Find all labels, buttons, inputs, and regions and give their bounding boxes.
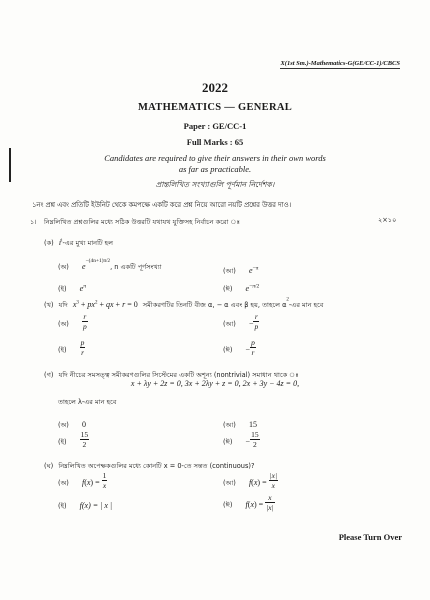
q1b-stem: (খ) যদি $x^3 + px^2$ + qx + r = 0 সমীকরণটির তিনটি বীজ α, − α এবং β হয়, তাহলে $\alpha^2-এর$ মান হবে [44,297,324,309]
q1a-opt3-math: $e^\pi$ [79,283,87,293]
q1a-text: -এর মুখ্য মানটি হল [62,239,114,247]
q1c-equations: x + λy + 2z = 0, 3x + 2λy + z = 0, 2x + 3y − 4z = 0, [130,379,300,388]
exam-year: 2022 [202,80,228,95]
q1c-opt2-label: (আ) [223,421,236,429]
q1b-label: (খ) [44,301,54,309]
q1a-opt2-label: (আ) [223,267,236,275]
q1c-opt3-label: (ই) [58,438,67,446]
q1d-opt1-math: f(x) = [81,478,102,487]
q1c-opt1-value: 0 [81,420,86,429]
q1c-then: তাহলে λ-এর মান হবে [58,398,117,406]
q1b-text-pre: যদি [58,301,68,309]
q1a-opt1-math: $e^{-(4n+1)\pi/2}$ [81,258,111,271]
q1a-math: $i^i$ [58,238,63,247]
q1b-equation: $x^3 + px^2$ + qx + r = 0 [72,300,138,309]
q1b-text-mid: সমীকরণটির তিনটি বীজ α, − α এবং β হয়, তাহলে α [142,301,287,309]
q1d-opt2-math: f(x) = [248,478,269,487]
q1b-opt1-label: (অ) [58,320,69,328]
q1b-opt4-label: (ঈ) [223,346,233,354]
general-instruction: ১নং প্রশ্ন এবং প্রতিটি ইউনিট থেকে কমপক্ষে একটি করে প্রশ্ন নিয়ে আরো নয়টি প্রশ্নের উত্তর দাও। [32,201,292,209]
q1c-text: যদি নীচের সমসত্ত্ব সমীকরণগুলির সিস্টেমের একটি অশূন্য (nontrivial) সমাধান থাকে ঃ [58,371,299,379]
q1b-opt2-frac: $\frac{r}{p}$ [254,312,259,331]
q1-marks: ২×১০ [378,216,397,224]
q1d-opt1-frac: $\frac{1}{x}$ [102,471,107,490]
q1a-opt2-math: $e^{-\pi}$ [248,265,259,275]
q1a-label: (ক) [44,239,54,247]
q1b-option-3 [58,337,85,357]
q1-text: নিম্নলিখিত প্রশ্নগুলির মধ্যে সঠিক উত্তরটি যথাযথ যুক্তিসহ নির্বাচন করো ঃ [44,218,240,226]
q1b-opt2-label: (আ) [223,320,236,328]
q1d-opt2-frac: $\frac{|x|}{x}$ [269,471,278,490]
q1a-opt1-label: (অ) [58,263,69,271]
q1b-option-1 [58,311,88,331]
q1d-option-4 [223,492,275,512]
q1b-opt3-label: (ই) [58,346,67,354]
q1d-text: নিম্নলিখিত অপেক্ষকগুলির মধ্যে কোনটি x = 0-তে সন্তত (continuous)? [58,462,255,470]
q1d-opt4-frac: $\frac{x}{|x|}$ [266,493,274,512]
q1d-label: (ঘ) [44,462,54,470]
q1d-opt3-math: f(x) = | x | [79,501,113,510]
instruction-line-2: as far as practicable. [178,164,252,174]
q1c-opt4-frac: $\frac{15}{2}$ [251,430,259,449]
paper-code-label: Paper : GE/CC-1 [183,121,247,131]
paper-code: X(1st Sm.)-Mathematics-G(GE/CC-1)/CBCS [280,60,400,67]
q1b-option-4: (ঈ) − $\frac{p}{r}$ [223,338,255,357]
q1d-opt4-label: (ঈ) [223,501,233,509]
subject-title: MATHEMATICS — GENERAL [137,102,293,113]
q1a-opt4-label: (ঈ) [223,285,233,293]
instructions [0,153,430,175]
q1a-stem [44,230,113,249]
instruction-line-1: Candidates are required to give their answers in their own words [104,153,326,163]
q1d-option-3 [58,493,112,512]
q1-number: ১। [30,218,37,226]
q1c-opt3-frac: $\frac{15}{2}$ [80,430,89,449]
q1d-opt3-label: (ই) [58,502,67,510]
instruction-bengali: প্রান্তলিখিত সংখ্যাগুলি পূর্ণমান নির্দেশক। [155,180,275,189]
q1a-option-1 [58,254,162,273]
q1c-opt4-label: (ঈ) [223,438,233,446]
q1b-option-2: (আ) − $\frac{r}{p}$ [223,312,259,331]
q1d-option-2 [223,470,278,490]
q1d-option-1 [58,470,107,490]
q1d-opt4-math: f(x) = [245,500,266,509]
please-turn-over: Please Turn Over [338,532,402,542]
q1c-option-3 [58,429,89,449]
q1b-opt4-frac: $\frac{p}{r}$ [251,338,255,357]
q1b-opt3-frac: $\frac{p}{r}$ [80,338,85,357]
q1c-option-4: (ঈ) − $\frac{15}{2}$ [223,430,259,449]
q1d-opt1-label: (অ) [58,479,69,487]
q1c-opt1-label: (অ) [58,421,69,429]
q1a-opt3-label: (ই) [58,285,67,293]
q1d-opt2-label: (আ) [223,479,236,487]
q1b-text-post: -এর মান হবে [288,301,324,309]
q1c-opt2-value: 15 [248,420,257,429]
q1a-option-2 [223,258,258,277]
full-marks: Full Marks : 65 [186,137,244,147]
q1c-label: (গ) [44,371,54,379]
q1a-opt1-text: , n একটি পূর্ণসংখ্যা [110,263,162,271]
q1b-opt1-frac: $\frac{r}{p}$ [82,312,87,331]
q1a-opt4-math: $e^{-\pi/2}$ [245,283,260,293]
